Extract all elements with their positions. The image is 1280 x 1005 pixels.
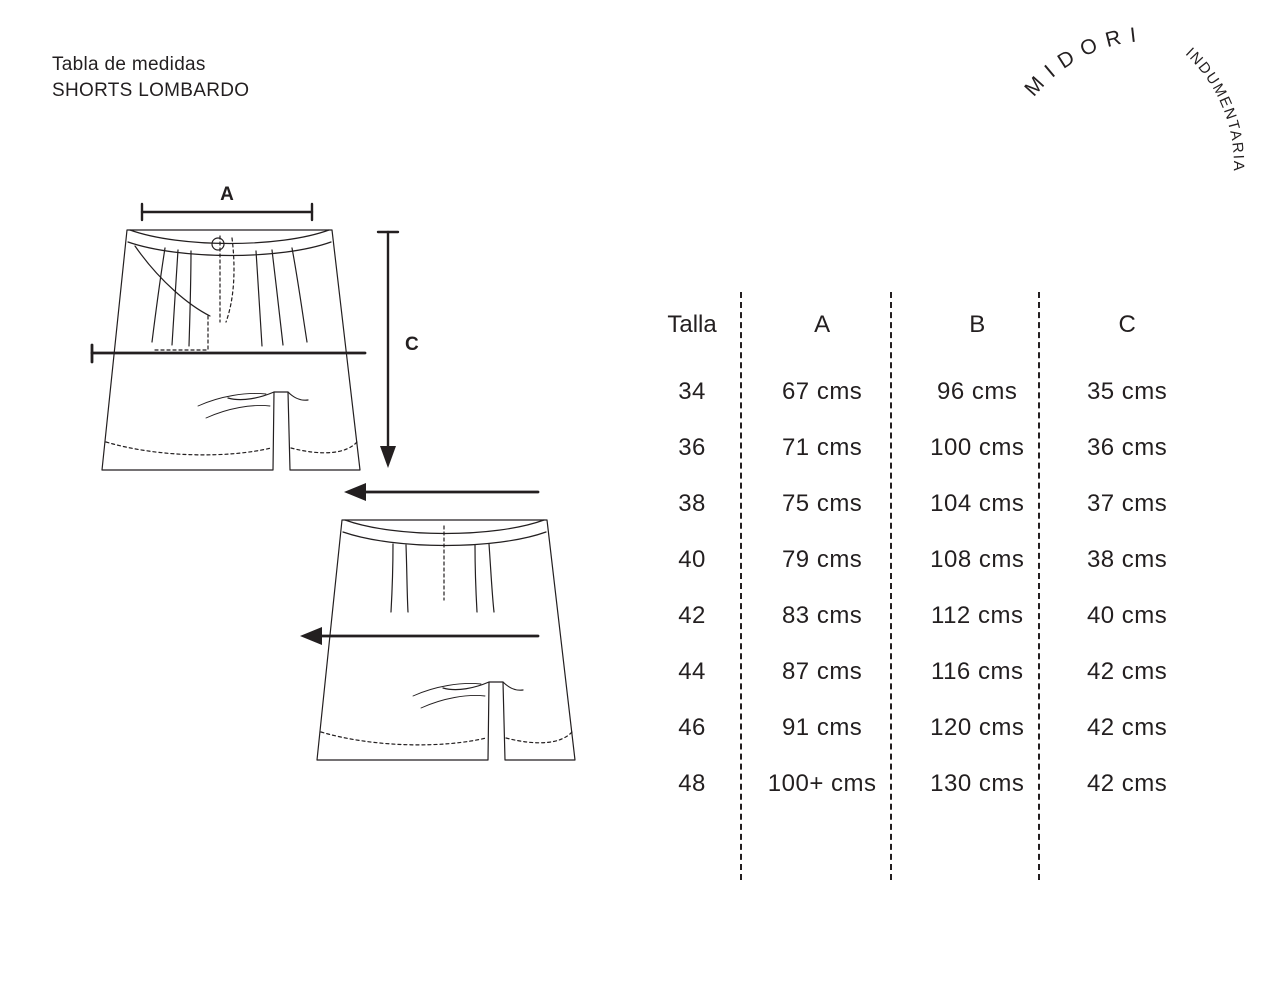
table-row <box>640 420 1200 476</box>
cell-b: 130 cms <box>930 770 1025 797</box>
cell-a: 75 cms <box>781 490 863 517</box>
cell-b: 96 cms <box>937 378 1018 405</box>
page-title <box>52 52 249 103</box>
cell-c: 40 cms <box>1086 602 1168 629</box>
table-row <box>640 588 1200 644</box>
cell-a: 83 cms <box>781 602 863 629</box>
measure-c-arrow <box>378 232 398 468</box>
table-row <box>640 700 1200 756</box>
brand-name-text <box>1020 23 1138 100</box>
cell-b: 116 cms <box>931 658 1024 685</box>
cell-c: 42 cms <box>1086 770 1168 797</box>
cell-talla: 44 <box>678 658 706 685</box>
cell-c: 42 cms <box>1086 714 1168 741</box>
cell-talla: 46 <box>678 714 706 741</box>
page-title-line-1: Tabla de medidas <box>52 54 206 75</box>
cell-c: 35 cms <box>1086 378 1168 405</box>
brand-tagline-text <box>1182 44 1247 172</box>
cell-b: 120 cms <box>930 714 1025 741</box>
measurements-table <box>640 292 1200 812</box>
cell-b: 100 cms <box>930 434 1025 461</box>
cell-a: 91 cms <box>781 714 863 741</box>
table-row <box>640 532 1200 588</box>
cell-c: 37 cms <box>1086 490 1168 517</box>
table-row <box>640 364 1200 420</box>
cell-b: 104 cms <box>930 490 1025 517</box>
table-row <box>640 644 1200 700</box>
table-header-talla: Talla <box>667 311 717 338</box>
table-header-c: C <box>1118 311 1136 338</box>
cell-b: 112 cms <box>931 602 1024 629</box>
table-row <box>640 476 1200 532</box>
brand-name-textpath: M I D O R I <box>1020 23 1139 101</box>
measure-a-arrow-back <box>344 483 538 501</box>
cell-talla: 40 <box>678 546 706 573</box>
table-header-a: A <box>814 311 831 338</box>
measure-b-line-front <box>92 345 365 362</box>
back-shorts-technical-drawing <box>317 520 575 760</box>
technical-drawings <box>60 170 630 790</box>
cell-a: 71 cms <box>781 434 863 461</box>
measure-a-arrow-front <box>142 204 312 220</box>
measure-b-arrow-back <box>300 627 538 645</box>
cell-c: 38 cms <box>1086 546 1168 573</box>
cell-a: 79 cms <box>781 546 863 573</box>
cell-a: 100+ cms <box>767 770 877 797</box>
page-title-line-2: SHORTS LOMBARDO <box>52 79 250 101</box>
measure-c-label: C <box>405 334 419 355</box>
cell-c: 42 cms <box>1086 658 1168 685</box>
measurements-table-container <box>640 292 1200 892</box>
cell-a: 67 cms <box>781 378 863 405</box>
table-row <box>640 756 1200 812</box>
table-header-row <box>640 292 1200 364</box>
cell-talla: 38 <box>678 490 706 517</box>
cell-b: 108 cms <box>930 546 1025 573</box>
brand-logo <box>1010 20 1260 290</box>
cell-c: 36 cms <box>1086 434 1168 461</box>
table-header-b: B <box>969 311 986 338</box>
cell-talla: 36 <box>678 434 706 461</box>
cell-a: 87 cms <box>781 658 863 685</box>
brand-tagline-textpath: INDUMENTARIA <box>1182 44 1247 173</box>
cell-talla: 42 <box>678 602 706 629</box>
measure-a-label: A <box>220 184 234 205</box>
front-shorts-technical-drawing <box>102 230 360 470</box>
cell-talla: 34 <box>678 378 706 405</box>
cell-talla: 48 <box>678 770 706 797</box>
